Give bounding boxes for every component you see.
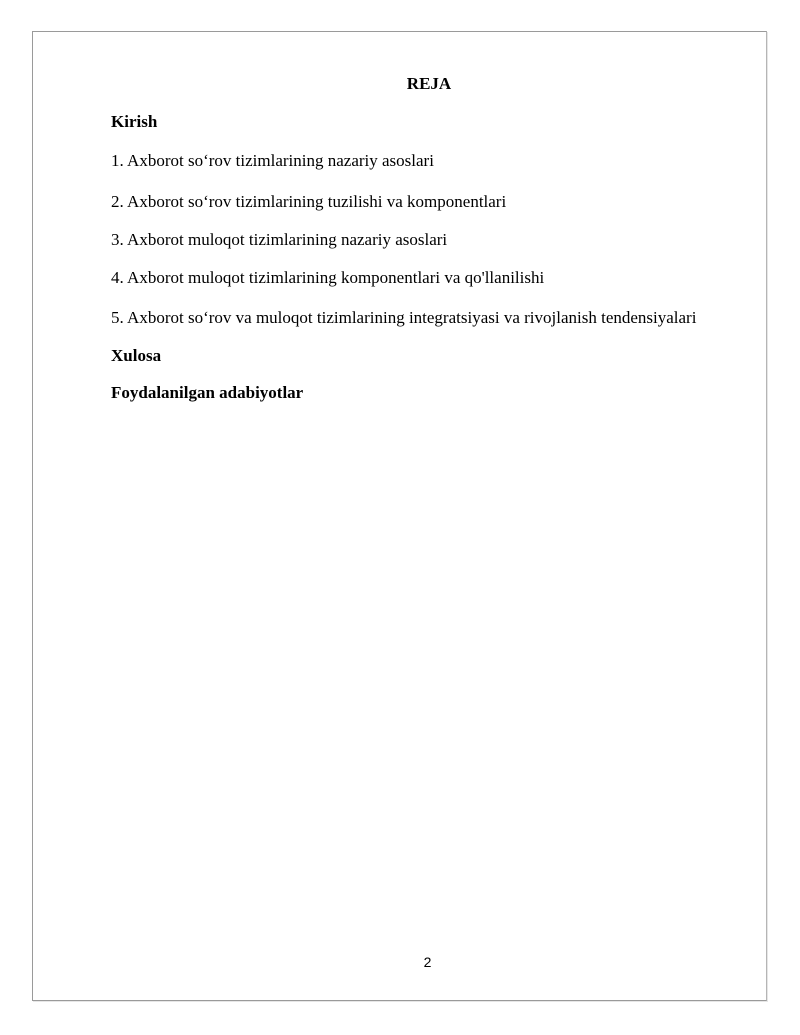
plan-item-5: 5. Axborot so‘rov va muloqot tizimlarining integratsiyasi va rivojlanish tendensiyalari <box>111 308 697 327</box>
page-title: REJA <box>406 74 452 93</box>
plan-item-3: 3. Axborot muloqot tizimlarining nazariy asoslari <box>111 230 448 249</box>
plan-item-1: 1. Axborot so‘rov tizimlarining nazariy asoslari <box>111 151 434 170</box>
conclusion-heading: Xulosa <box>111 346 162 365</box>
intro-heading: Kirish <box>111 112 158 131</box>
page-number: 2 <box>423 954 432 970</box>
document-page <box>32 31 767 1001</box>
references-heading: Foydalanilgan adabiyotlar <box>111 383 304 402</box>
plan-item-2: 2. Axborot so‘rov tizimlarining tuzilishi va komponentlari <box>111 192 507 211</box>
plan-item-4: 4. Axborot muloqot tizimlarining komponentlari va qo'llanilishi <box>111 268 545 287</box>
